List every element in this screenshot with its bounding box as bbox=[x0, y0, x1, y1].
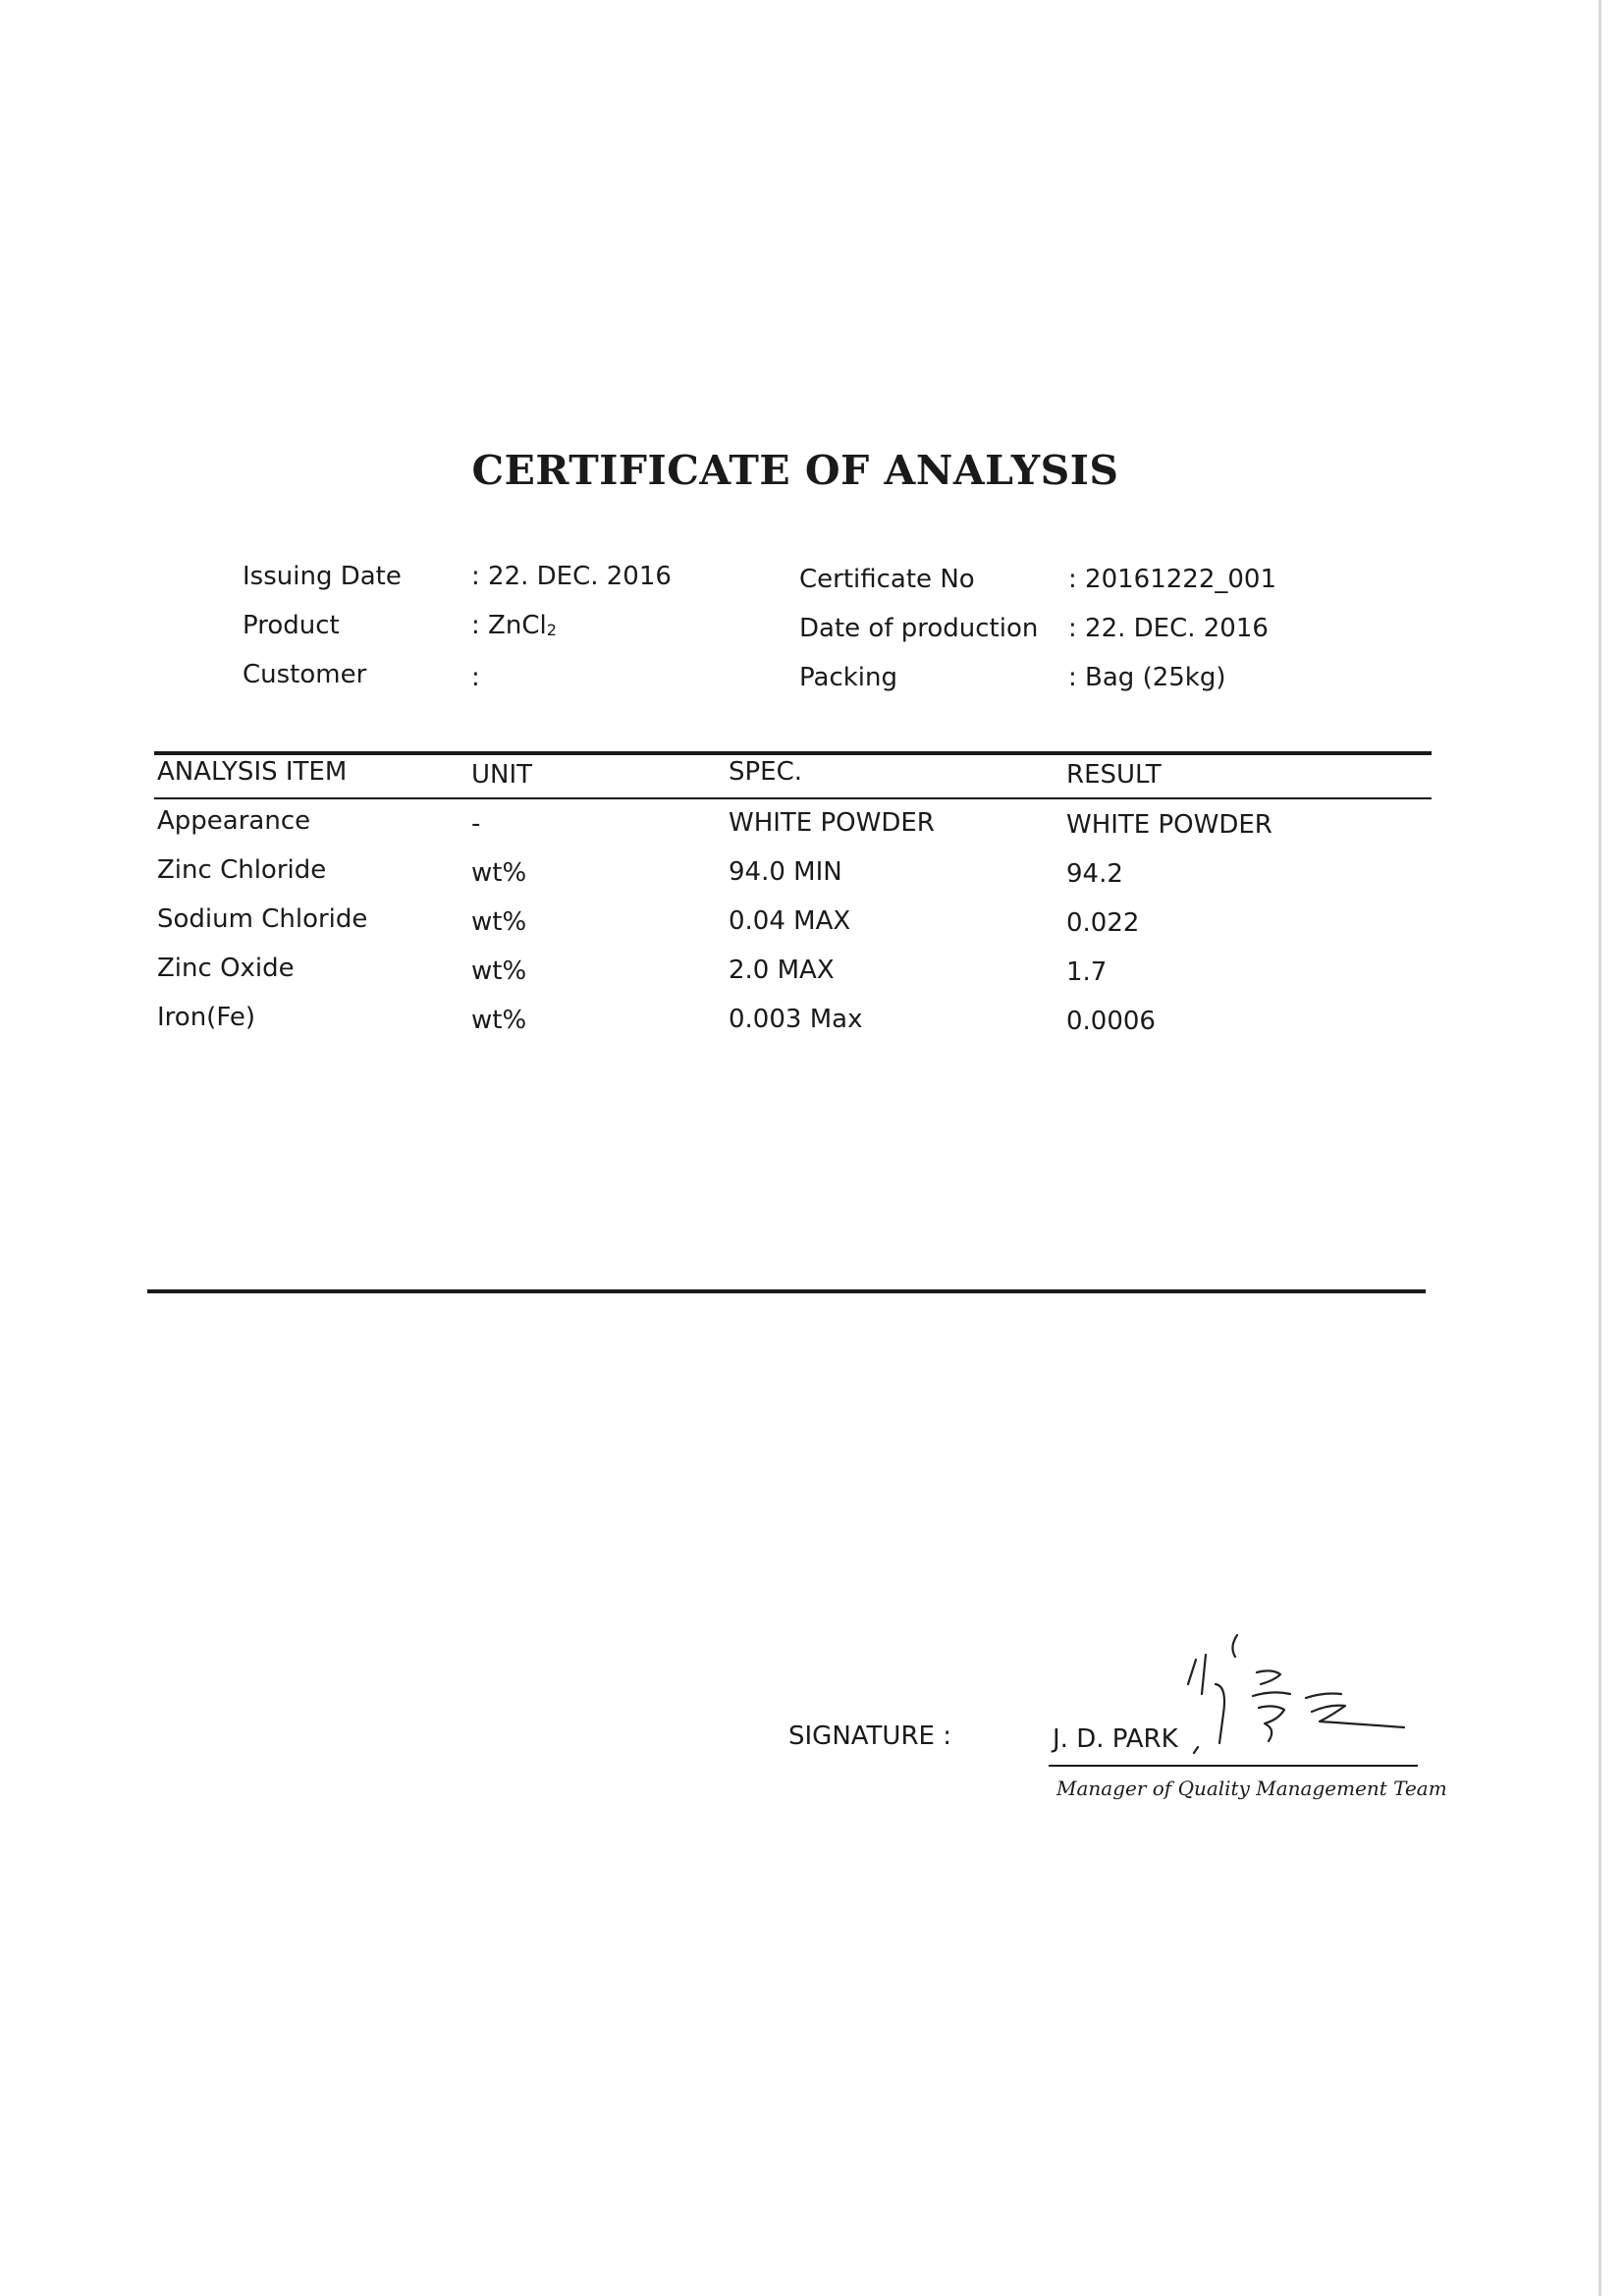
row-unit: wt% bbox=[471, 957, 527, 986]
row-item: Sodium Chloride bbox=[157, 904, 368, 934]
table-bottom-rule bbox=[147, 1289, 1426, 1293]
certificate-no-value: : 20161222_001 bbox=[1068, 565, 1276, 594]
row-result: 0.0006 bbox=[1066, 1007, 1156, 1036]
row-result: 1.7 bbox=[1066, 957, 1108, 987]
production-date-label: Date of production bbox=[799, 614, 1039, 643]
row-unit: wt% bbox=[471, 907, 527, 937]
handwritten-signature bbox=[1159, 1625, 1414, 1763]
row-result: 94.2 bbox=[1066, 859, 1123, 889]
row-result: WHITE POWDER bbox=[1066, 810, 1272, 840]
row-spec: 94.0 MIN bbox=[729, 857, 842, 887]
product-value-text: : ZnCl bbox=[471, 611, 547, 640]
row-item: Zinc Oxide bbox=[157, 954, 295, 983]
document-title: CERTIFICATE OF ANALYSIS bbox=[471, 447, 1119, 494]
product-value bbox=[471, 606, 557, 645]
product-value-subscript: 2 bbox=[546, 621, 557, 639]
row-spec: 0.003 Max bbox=[729, 1005, 863, 1034]
signature-rule bbox=[1049, 1765, 1418, 1767]
customer-label: Customer bbox=[243, 660, 367, 689]
customer-value: : bbox=[471, 663, 480, 692]
header-spec: SPEC. bbox=[729, 757, 803, 787]
row-spec: 2.0 MAX bbox=[729, 956, 835, 985]
signatory-name: J. D. PARK bbox=[1053, 1724, 1178, 1754]
row-result: 0.022 bbox=[1066, 908, 1140, 938]
row-spec: 0.04 MAX bbox=[729, 906, 851, 936]
issuing-date-label: Issuing Date bbox=[243, 562, 402, 591]
signature-label: SIGNATURE : bbox=[788, 1722, 951, 1751]
issuing-date-value: : 22. DEC. 2016 bbox=[471, 562, 672, 591]
header-result: RESULT bbox=[1066, 760, 1162, 790]
row-unit: wt% bbox=[471, 858, 527, 888]
header-unit: UNIT bbox=[471, 760, 533, 790]
signatory-title: Manager of Quality Management Team bbox=[1056, 1777, 1447, 1800]
production-date-value: : 22. DEC. 2016 bbox=[1068, 614, 1269, 643]
page-edge-shadow bbox=[1598, 0, 1601, 2296]
product-label: Product bbox=[243, 611, 340, 640]
header-analysis-item: ANALYSIS ITEM bbox=[157, 757, 348, 787]
row-unit: - bbox=[471, 809, 481, 839]
packing-value: : Bag (25kg) bbox=[1068, 663, 1226, 692]
row-item: Zinc Chloride bbox=[157, 855, 327, 885]
row-item: Iron(Fe) bbox=[157, 1003, 255, 1032]
certificate-no-label: Certificate No bbox=[799, 565, 975, 594]
table-header-rule bbox=[154, 797, 1432, 799]
row-item: Appearance bbox=[157, 806, 311, 836]
packing-label: Packing bbox=[799, 663, 898, 692]
row-unit: wt% bbox=[471, 1006, 527, 1035]
row-spec: WHITE POWDER bbox=[729, 808, 935, 838]
